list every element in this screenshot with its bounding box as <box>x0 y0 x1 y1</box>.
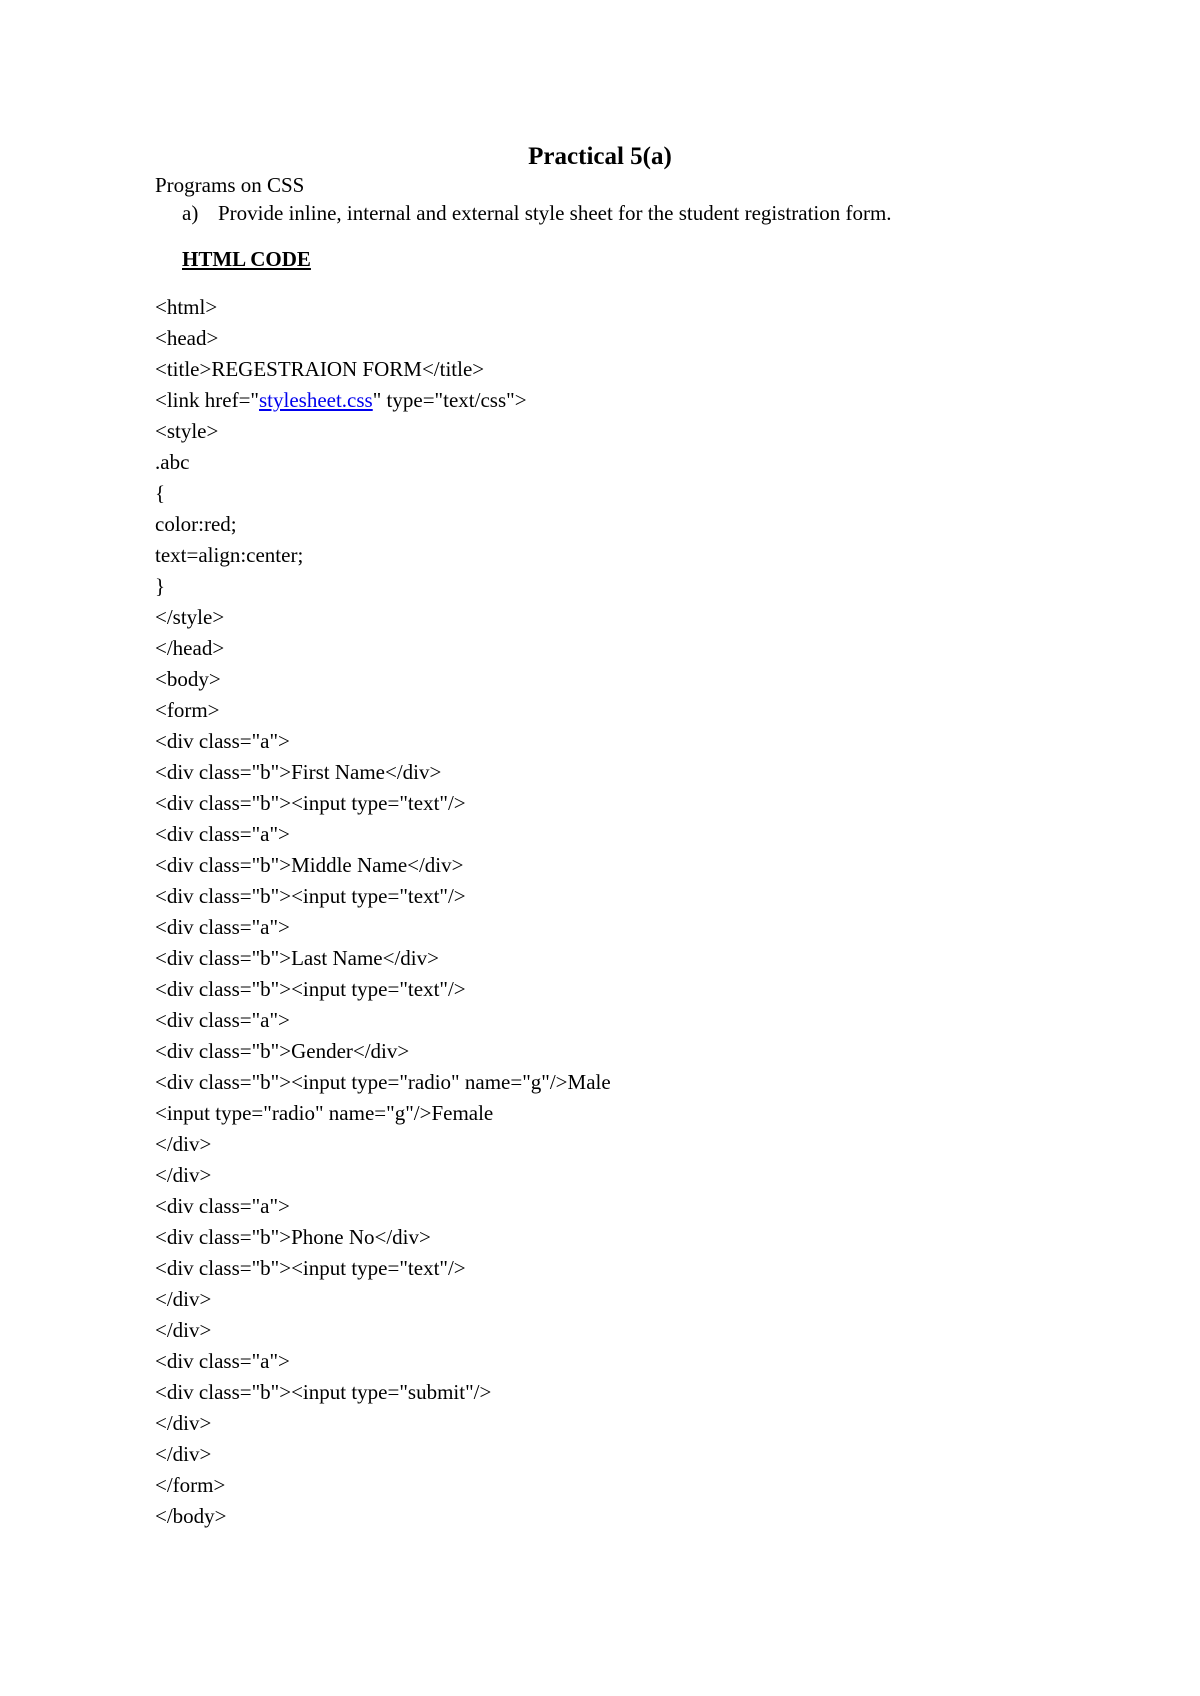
link-line-suffix: " type="text/css"> <box>372 388 527 412</box>
code-line: <div class="b"><input type="radio" name="g"/>Male <box>155 1070 611 1094</box>
code-line: <div class="b">Last Name</div> <box>155 946 439 970</box>
code-line-link <box>155 385 611 416</box>
intro-text: Programs on CSS <box>155 173 305 197</box>
code-line: <div class="a"> <box>155 822 290 846</box>
code-line: </style> <box>155 605 225 629</box>
code-line: <div class="b"><input type="text"/> <box>155 1256 466 1280</box>
code-line: <div class="a"> <box>155 915 290 939</box>
code-line: <div class="a"> <box>155 1349 290 1373</box>
code-line: <div class="b"><input type="text"/> <box>155 791 466 815</box>
code-line: </div> <box>155 1411 212 1435</box>
code-line: <style> <box>155 419 219 443</box>
task-item <box>182 200 892 227</box>
task-marker: a) <box>182 201 199 225</box>
section-heading: HTML CODE <box>182 247 311 271</box>
code-line: </div> <box>155 1442 212 1466</box>
code-line: <div class="b">First Name</div> <box>155 760 442 784</box>
stylesheet-link[interactable]: stylesheet.css <box>259 388 373 412</box>
code-listing <box>155 292 611 1532</box>
code-line: <div class="b">Gender</div> <box>155 1039 410 1063</box>
code-line: <form> <box>155 698 220 722</box>
code-line: </div> <box>155 1163 212 1187</box>
code-line: <div class="b"><input type="text"/> <box>155 977 466 1001</box>
code-line: <title>REGESTRAION FORM</title> <box>155 357 485 381</box>
link-line-prefix: <link href=" <box>155 388 259 412</box>
code-line: } <box>155 574 166 598</box>
code-line: <div class="b">Middle Name</div> <box>155 853 464 877</box>
code-line: </div> <box>155 1287 212 1311</box>
code-line: color:red; <box>155 512 237 536</box>
code-line: </form> <box>155 1473 226 1497</box>
code-line: <html> <box>155 295 218 319</box>
code-line: <body> <box>155 667 221 691</box>
code-line: { <box>155 481 166 505</box>
page-title: Practical 5(a) <box>528 143 672 170</box>
code-line: <head> <box>155 326 219 350</box>
code-line: .abc <box>155 450 190 474</box>
code-line: text=align:center; <box>155 543 304 567</box>
code-line: <div class="b"><input type="submit"/> <box>155 1380 492 1404</box>
code-line: </head> <box>155 636 225 660</box>
code-line: </body> <box>155 1504 227 1528</box>
code-line: <div class="a"> <box>155 1194 290 1218</box>
code-line: <div class="b"><input type="text"/> <box>155 884 466 908</box>
code-line: <input type="radio" name="g"/>Female <box>155 1101 494 1125</box>
code-line: <div class="a"> <box>155 1008 290 1032</box>
code-line: </div> <box>155 1132 212 1156</box>
code-line: <div class="b">Phone No</div> <box>155 1225 431 1249</box>
code-line: </div> <box>155 1318 212 1342</box>
task-text: Provide inline, internal and external style sheet for the student registration form. <box>218 201 892 225</box>
code-line: <div class="a"> <box>155 729 290 753</box>
